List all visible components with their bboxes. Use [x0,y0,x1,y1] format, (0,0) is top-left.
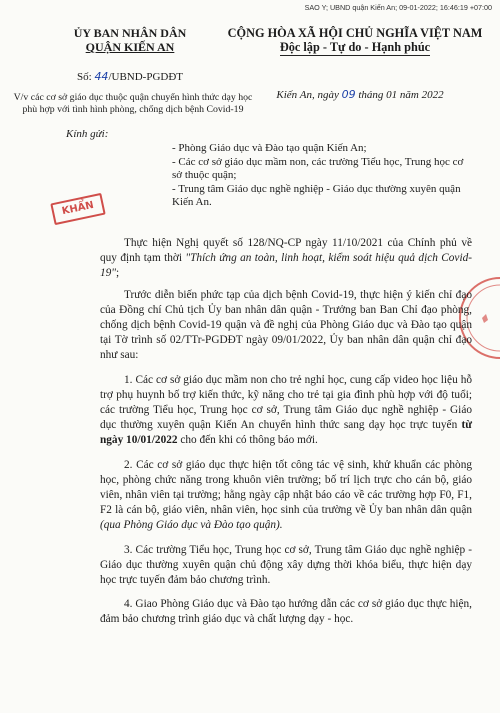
issuing-authority [40,26,220,54]
document-date: Kiến An, ngày 09 tháng 01 năm 2022 [276,88,444,101]
national-header [226,26,484,56]
directive-item-3: 3. Các trường Tiểu học, Trung học cơ sở, Trung tâm Giáo dục nghề nghiệp - Giáo dục thường xuyên quận chủ động xây dựng thời khóa biểu, thực hiện dạy học trực tuyến đảm bảo chương trình. [100,543,472,587]
document-body [100,236,472,634]
urgent-stamp: KHẨN [50,193,105,225]
directive-item-1: 1. Các cơ sở giáo dục mầm non cho trẻ nghỉ học, cung cấp video học liệu hỗ trợ phụ huynh bố trợ kiến thức, kỹ năng cho trẻ tại gia đình phù hợp với độ tuổi; các trường Tiểu học, Trung học cơ sở, Trung tâm Giáo dục nghề nghiệp - Giáo dục thường xuyên quận Kiến An chuyển hình thức sang dạy học trực tuyến từ ngày 10/01/2022 cho đến khi có thông báo mới. [100,373,472,447]
directive-item-2: 2. Các cơ sở giáo dục thực hiện tốt công tác vệ sinh, khử khuẩn các phòng học, phòng chức năng trong khuôn viên trường; bố trí lịch trực cho cán bộ, giáo viên, nhân viên tại trường; hằng ngày cập nhật báo cáo về các trường hợp F0, F1, F2 là cán bộ, giáo viên, nhân viên, học sinh của trường về Ủy ban nhân dân quận (qua Phòng Giáo dục và Đào tạo quận). [100,458,472,532]
recipients-list [172,142,472,210]
directive-item-4: 4. Giao Phòng Giáo dục và Đào tạo hướng dẫn các cơ sở giáo dục thực hiện, đảm bảo chương trình giáo dục và chất lượng dạy - học. [100,598,472,626]
country-name: CỘNG HÒA XÃ HỘI CHỦ NGHĨA VIỆT NAM [227,26,483,40]
recipient-item: - Các cơ sở giáo dục mầm non, các trường Tiểu học, Trung học cơ sở thuộc quận; [172,155,464,181]
paragraph-intro: Thực hiện Nghị quyết số 128/NQ-CP ngày 11/10/2021 của Chính phủ về quy định tạm thời "Thích ứng an toàn, linh hoạt, kiểm soát hiệu quả dịch Covid-19"; [100,237,472,280]
digital-signature-stamp: SAO Y; UBND quận Kiến An; 09-01-2022; 16:46:19 +07:00 [304,3,492,12]
handwritten-day: 09 [341,88,356,101]
recipient-item: - Trung tâm Giáo dục nghề nghiệp - Giáo dục thường xuyên quận Kiến An. [172,182,461,208]
document-subject: V/v các cơ sở giáo dục thuộc quận chuyển hình thức dạy học phù hợp với tình hình phòng, chống dịch bệnh Covid-19 [13,92,253,115]
kinh-gui-label: Kính gửi: [66,128,109,140]
document-number: Số: 44/UBND-PGDĐT [77,70,183,83]
paragraph-context: Trước diễn biến phức tạp của dịch bệnh Covid-19, thực hiện ý kiến chỉ đạo của Đồng chí Chủ tịch Ủy ban nhân dân quận - Trưởng ban Ban Chỉ đạo phòng, chống dịch bệnh Covid-19 quận và đề nghị của Phòng Giáo dục và Đào tạo quận tại Tờ trình số 02/TTr-PGDĐT ngày 09/01/2022, Ủy ban nhân dân quận chỉ đạo như sau: [100,288,472,362]
national-motto: Độc lập - Tự do - Hạnh phúc [279,40,431,54]
recipient-item: - Phòng Giáo dục và Đào tạo quận Kiến An; [172,142,367,154]
authority-district: QUẬN KIẾN AN [85,40,175,54]
handwritten-number: 44 [94,70,109,83]
authority-name: ỦY BAN NHÂN DÂN [73,26,187,40]
